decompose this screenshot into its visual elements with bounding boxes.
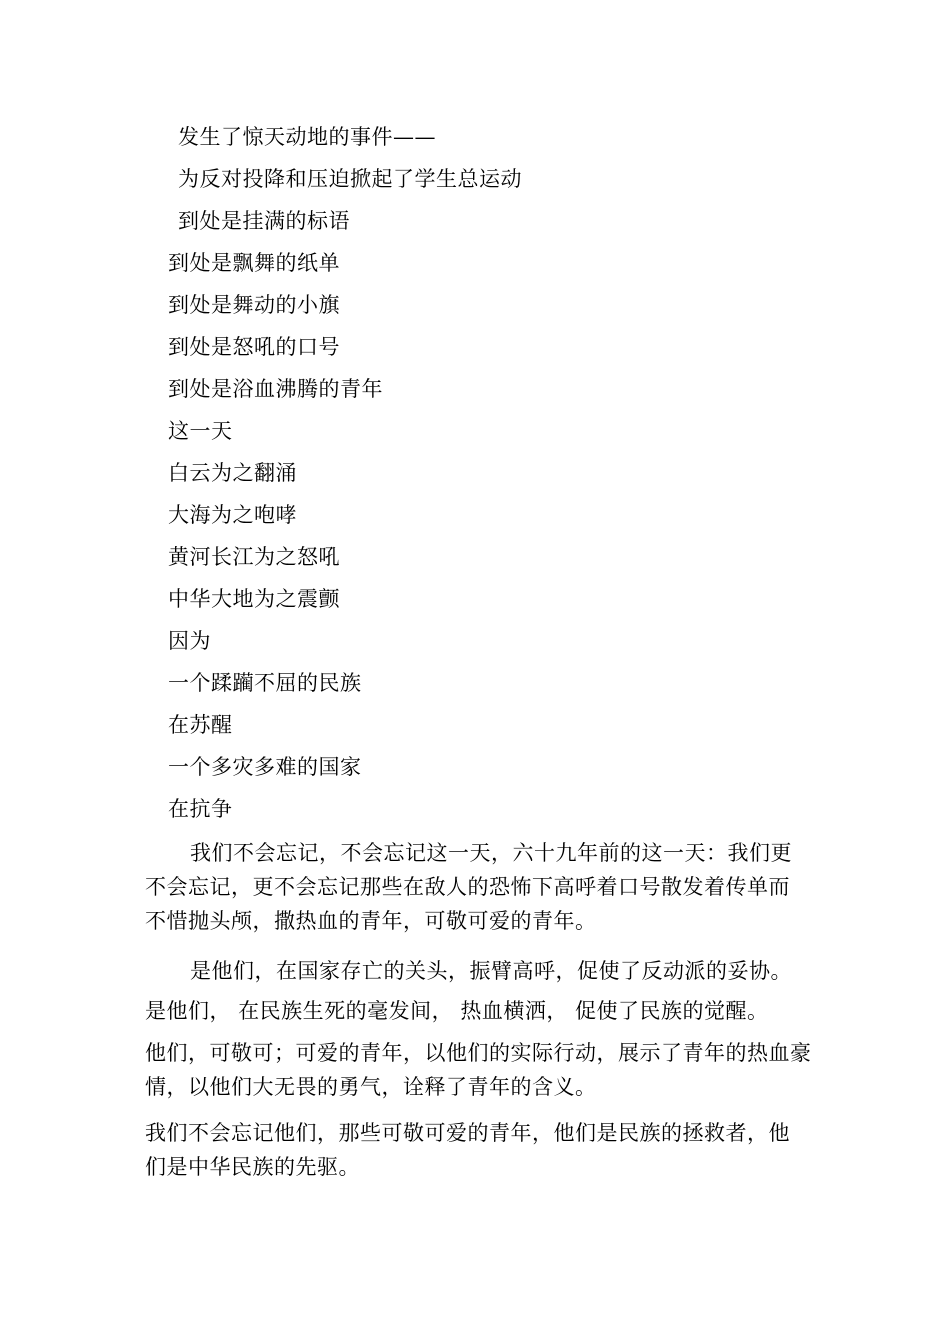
- poem-line: 一个蹂躏不屈的民族: [168, 671, 362, 695]
- poem-line: 发生了惊天动地的事件——: [178, 125, 436, 149]
- poem-line: 为反对投降和压迫掀起了学生总运动: [178, 167, 522, 191]
- prose-line: 们是中华民族的先驱。: [145, 1155, 360, 1179]
- poem-line: 在抗争: [168, 797, 233, 821]
- prose-line: 他们，可敬可；可爱的青年，以他们的实际行动，展示了青年的热血豪: [145, 1041, 812, 1065]
- prose-line: 不惜抛头颅，撒热血的青年，可敬可爱的青年。: [145, 909, 597, 933]
- poem-line: 到处是浴血沸腾的青年: [168, 377, 383, 401]
- poem-line: 到处是舞动的小旗: [168, 293, 340, 317]
- poem-line: 到处是飘舞的纸单: [168, 251, 340, 275]
- poem-line: 黄河长江为之怒吼: [168, 545, 340, 569]
- poem-line: 一个多灾多难的国家: [168, 755, 362, 779]
- poem-line: 在苏醒: [168, 713, 233, 737]
- poem-line: 中华大地为之震颤: [168, 587, 340, 611]
- poem-line: 因为: [168, 629, 211, 653]
- prose-line: 是他们，在国家存亡的关头，振臂高呼，促使了反动派的妥协。: [190, 959, 792, 983]
- prose-line: 情，以他们大无畏的勇气，诠释了青年的含义。: [145, 1075, 597, 1099]
- prose-line: 我们不会忘记，不会忘记这一天，六十九年前的这一天：我们更: [190, 841, 792, 865]
- poem-line: 大海为之咆哮: [168, 503, 297, 527]
- prose-line: 是他们， 在民族生死的毫发间， 热血横洒， 促使了民族的觉醒。: [145, 999, 769, 1023]
- prose-line: 不会忘记，更不会忘记那些在敌人的恐怖下高呼着口号散发着传单而: [145, 875, 790, 899]
- poem-line: 这一天: [168, 419, 233, 443]
- poem-line: 到处是怒吼的口号: [168, 335, 340, 359]
- poem-line: 到处是挂满的标语: [178, 209, 350, 233]
- poem-line: 白云为之翻涌: [168, 461, 297, 485]
- prose-line: 我们不会忘记他们，那些可敬可爱的青年，他们是民族的拯救者，他: [145, 1121, 790, 1145]
